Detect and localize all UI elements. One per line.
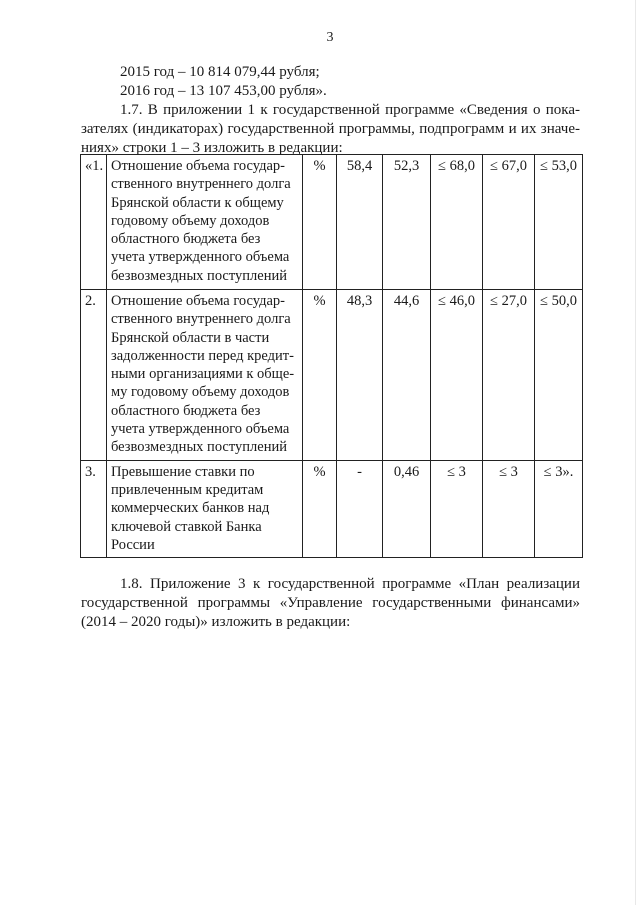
para-1-8-line-1: 1.8. Приложение 3 к государственной программе «План реализации	[120, 576, 580, 592]
name-line: Отношение объема государ-	[111, 293, 286, 309]
name-line: ственного внутреннего долга	[111, 311, 291, 328]
name-line: Брянской области в части	[111, 329, 270, 346]
name-line: областного бюджета без	[111, 231, 261, 248]
value-cell: 58,4	[337, 155, 383, 290]
name-line: безвозмездных поступлений	[111, 267, 287, 284]
name-line: ключевой ставкой Банка	[111, 518, 262, 535]
name-line: Превышение ставки по	[111, 463, 255, 480]
indicator-name	[107, 290, 303, 461]
para-1-7-line-2: зателях (индикаторах) государственной программы, подпрограмм и их значе-	[81, 121, 580, 137]
page-number: 3	[326, 30, 334, 45]
unit-cell: %	[303, 155, 337, 290]
budget-line-2016: 2016 год – 13 107 453,00 рубля».	[120, 83, 327, 99]
value-cell: 44,6	[383, 290, 431, 461]
value-cell: 0,46	[383, 460, 431, 557]
unit-cell: %	[303, 460, 337, 557]
value-cell: ≤ 67,0	[483, 155, 535, 290]
value-cell: ≤ 3	[431, 460, 483, 557]
value-cell: ≤ 50,0	[535, 290, 583, 461]
table-row	[81, 460, 583, 557]
para-1-8-line-2: государственной программы «Управление государственными финансами»	[81, 595, 580, 611]
table-row	[81, 290, 583, 461]
para-1-7-line-3: ниях» строки 1 – 3 изложить в редакции:	[81, 140, 343, 156]
name-line: коммерческих банков над	[111, 500, 270, 517]
name-line: годовому объему доходов	[111, 212, 270, 229]
name-line: безвозмездных поступлений	[111, 439, 287, 456]
value-cell: ≤ 27,0	[483, 290, 535, 461]
name-line: учета утвержденного объема	[111, 249, 290, 266]
row-number: «1.	[81, 155, 107, 290]
para-1-7-line-1: 1.7. В приложении 1 к государственной программе «Сведения о пока-	[120, 102, 580, 118]
name-line: России	[111, 536, 155, 553]
value-cell: 52,3	[383, 155, 431, 290]
page-edge	[635, 0, 636, 905]
name-line: ственного внутреннего долга	[111, 176, 291, 193]
name-line: областного бюджета без	[111, 402, 261, 419]
row-number: 3.	[81, 460, 107, 557]
indicator-name	[107, 155, 303, 290]
name-line: учета утвержденного объема	[111, 421, 290, 438]
budget-line-2015: 2015 год – 10 814 079,44 рубля;	[120, 64, 320, 80]
value-cell: ≤ 46,0	[431, 290, 483, 461]
value-cell: 48,3	[337, 290, 383, 461]
value-cell: ≤ 68,0	[431, 155, 483, 290]
unit-cell: %	[303, 290, 337, 461]
row-number: 2.	[81, 290, 107, 461]
name-line: ными организациями к обще-	[111, 366, 295, 383]
table-row	[81, 155, 583, 290]
indicators-table	[80, 154, 583, 558]
name-line: привлеченным кредитам	[111, 481, 264, 498]
value-cell: -	[337, 460, 383, 557]
para-1-8-line-3: (2014 – 2020 годы)» изложить в редакции:	[81, 614, 351, 630]
name-line: Брянской области к общему	[111, 194, 284, 211]
value-cell: ≤ 3».	[535, 460, 583, 557]
name-line: Отношение объема государ-	[111, 158, 286, 174]
name-line: му годовому объему доходов	[111, 384, 290, 401]
value-cell: ≤ 53,0	[535, 155, 583, 290]
value-cell: ≤ 3	[483, 460, 535, 557]
name-line: задолженности перед кредит-	[111, 347, 294, 364]
indicator-name	[107, 460, 303, 557]
